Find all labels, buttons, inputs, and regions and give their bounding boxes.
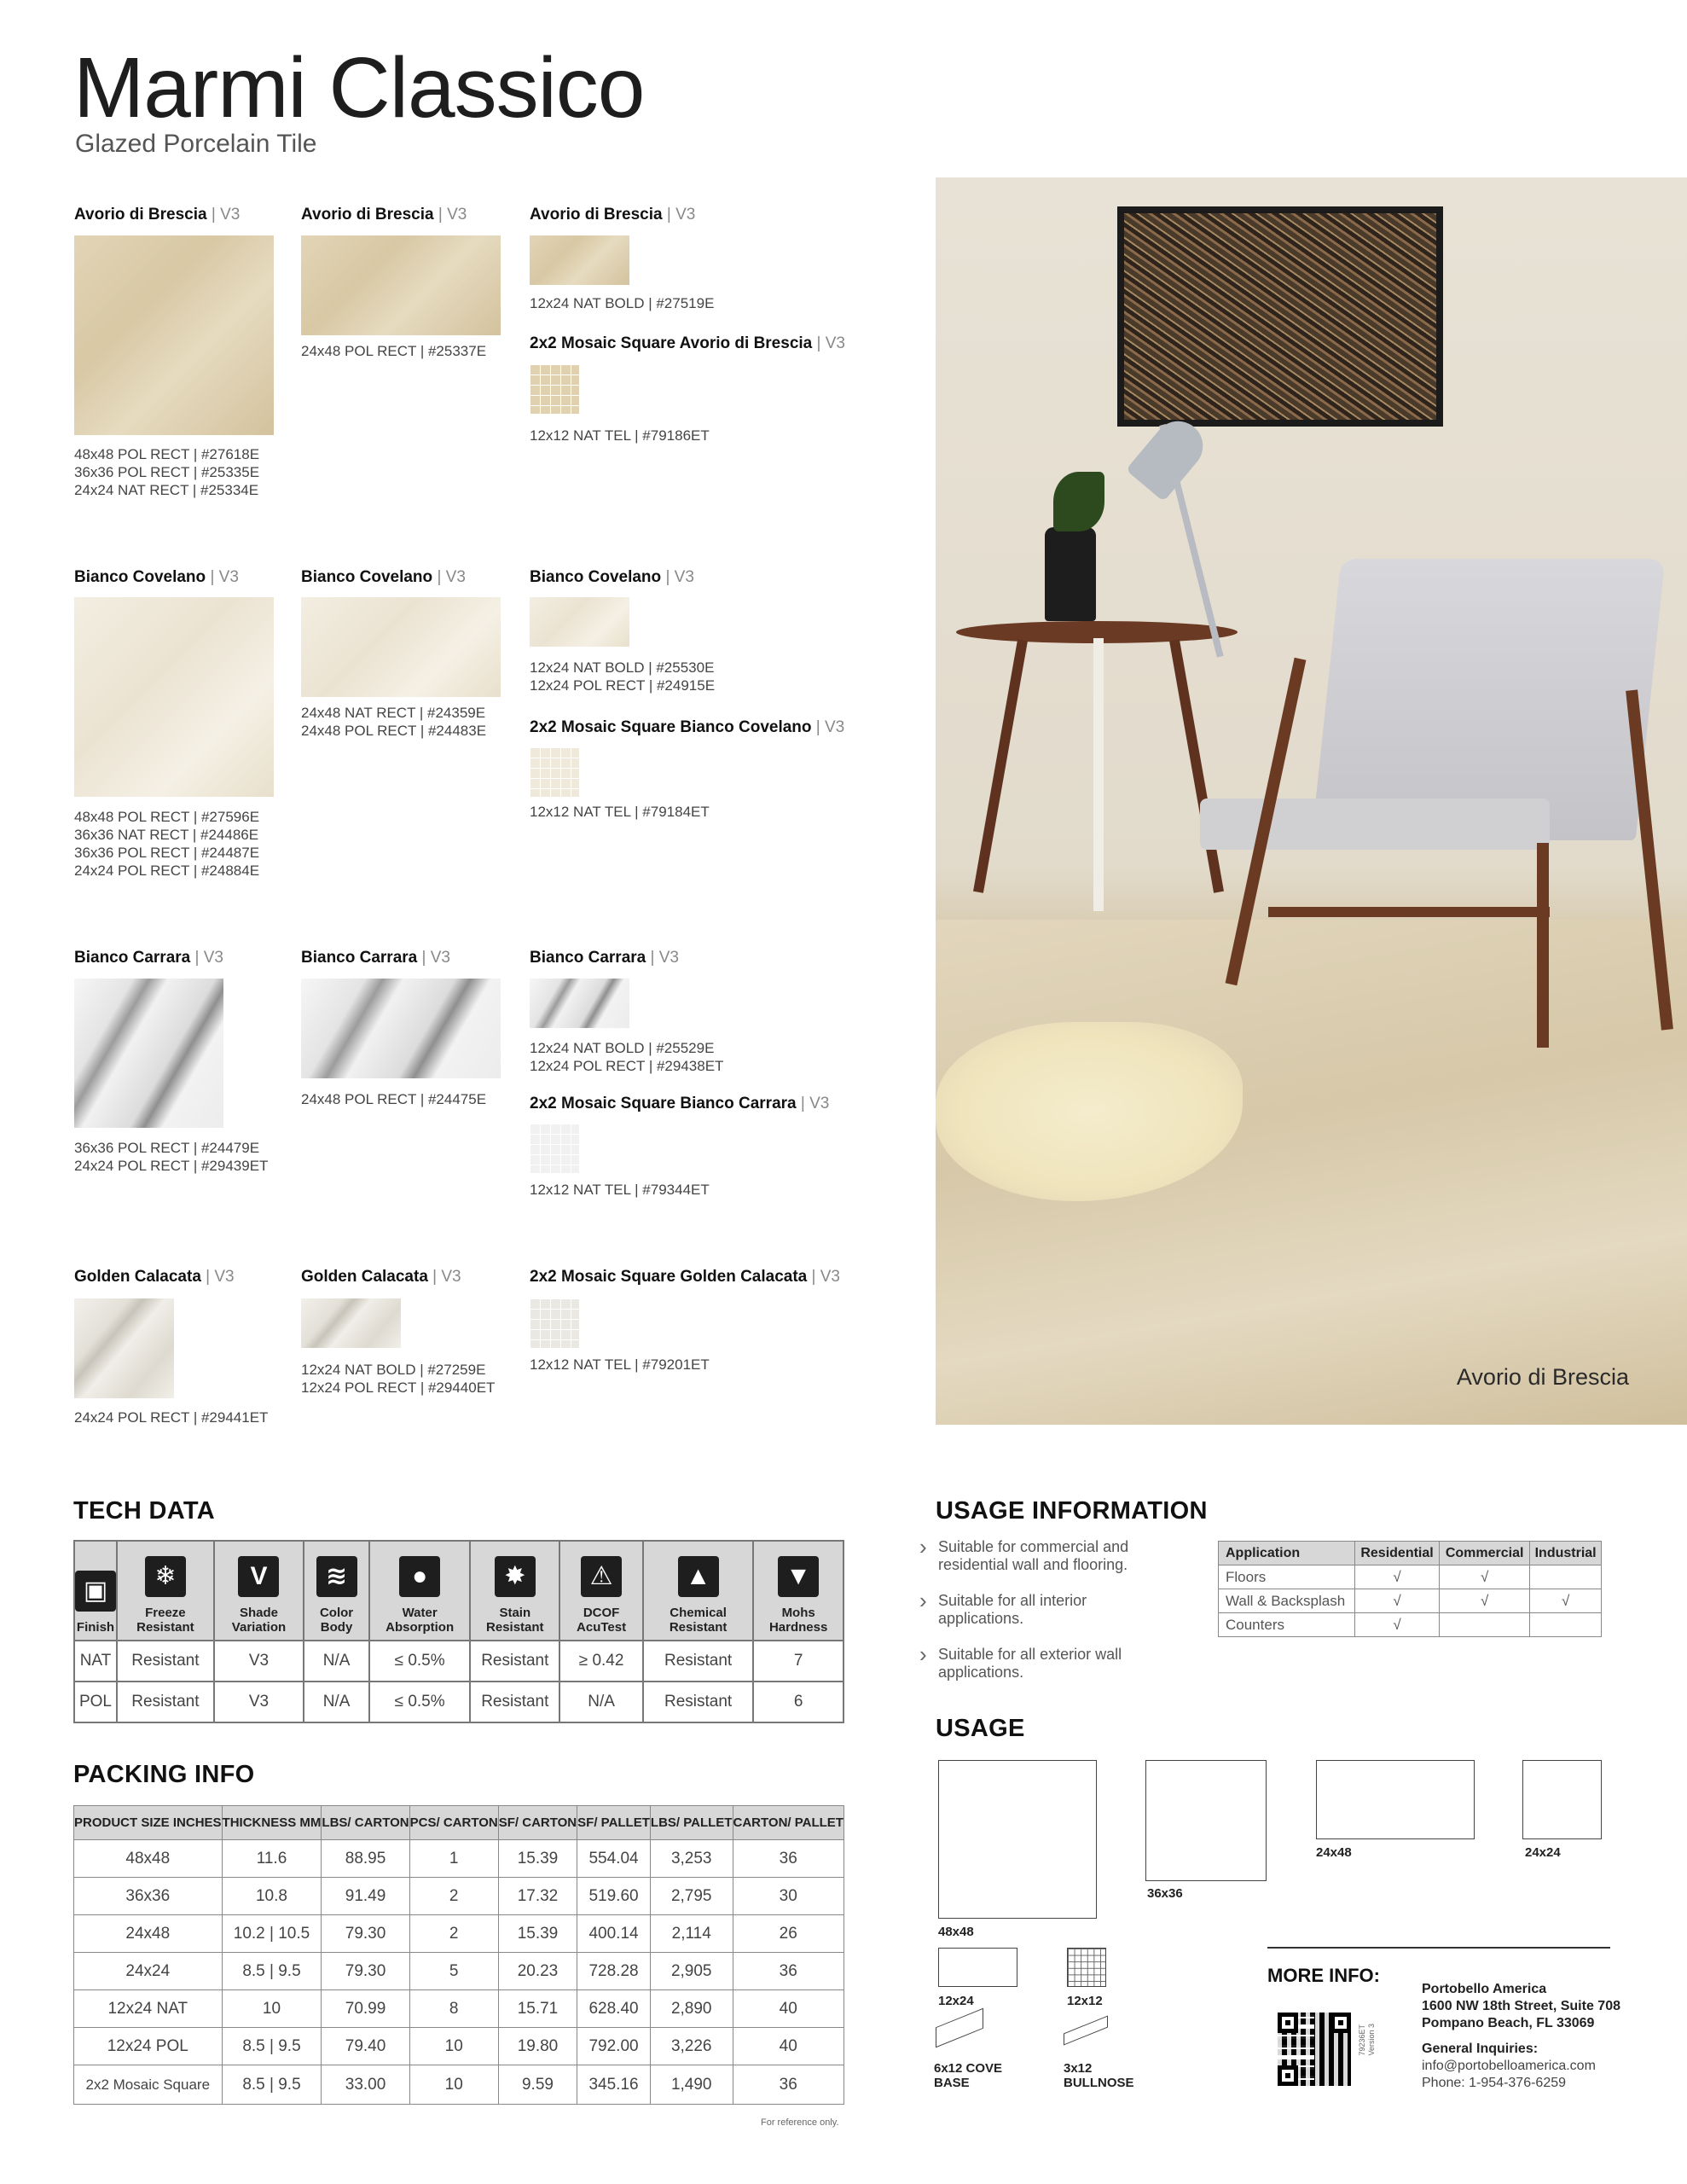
sku-list: 48x48 POL RECT | #27596E 36x36 NAT RECT | #24486E 36x36 POL RECT | #24487E 24x24 POL RECT | #24884E	[74, 809, 260, 879]
product-name: Avorio di Brescia | V3	[74, 206, 241, 224]
usage-heading: USAGE	[936, 1715, 1025, 1742]
table-cell: NAT	[74, 1641, 117, 1682]
list-item: › Suitable for all exterior wall applications.	[919, 1641, 1122, 1681]
table-cell: Resistant	[117, 1682, 214, 1722]
table-cell: Resistant	[470, 1682, 559, 1722]
usage-information-heading: USAGE INFORMATION	[936, 1497, 1208, 1525]
product-name: Bianco Covelano | V3	[74, 568, 239, 586]
table-row	[74, 1953, 844, 1990]
table-cell: 345.16	[577, 2065, 651, 2105]
tile-swatch	[74, 235, 274, 435]
table-header: Industrial	[1530, 1542, 1602, 1565]
tile-24x48-outline	[1316, 1760, 1475, 1839]
table-cell: N/A	[304, 1682, 369, 1722]
table-header: Application	[1219, 1542, 1355, 1565]
table-cell: 2,890	[650, 1990, 733, 2028]
tile-size-label: 12x12	[1067, 1994, 1103, 2008]
tile-swatch	[74, 979, 223, 1128]
tile-swatch	[530, 235, 629, 285]
tech-data-table	[73, 1540, 844, 1723]
table-row	[1219, 1613, 1602, 1637]
table-cell: 11.6	[222, 1840, 322, 1878]
table-cell: 519.60	[577, 1878, 651, 1915]
table-cell: 36	[733, 2065, 844, 2105]
table-cell: √	[1530, 1589, 1602, 1613]
table-cell: Resistant	[470, 1641, 559, 1682]
table-cell: 24x48	[74, 1915, 223, 1953]
tech-data-heading: TECH DATA	[73, 1497, 215, 1525]
version-code: 79236ET Version 3	[1358, 2024, 1376, 2056]
more-info-heading: MORE INFO:	[1267, 1965, 1380, 1986]
product-name: 2x2 Mosaic Square Bianco Carrara | V3	[530, 1095, 830, 1112]
product-name: 2x2 Mosaic Square Golden Calacata | V3	[530, 1268, 840, 1286]
product-name: Avorio di Brescia | V3	[301, 206, 467, 224]
table-cell: 792.00	[577, 2028, 651, 2065]
tile-size-label: 6x12 COVE BASE	[934, 2061, 1003, 2090]
table-cell: 36	[733, 1840, 844, 1878]
chair-frame	[1537, 843, 1549, 1048]
table-row	[74, 2028, 844, 2065]
tile-36x36-outline	[1145, 1760, 1267, 1881]
table-cell: Resistant	[117, 1641, 214, 1682]
page-title: Marmi Classico	[73, 40, 645, 136]
tile-swatch	[301, 597, 501, 697]
tile-swatch	[301, 1298, 401, 1348]
tech-header: ▼ Mohs Hardness	[753, 1541, 844, 1641]
chevron-right-icon: ›	[919, 1534, 927, 1560]
table-cell: 17.32	[498, 1878, 577, 1915]
table-cell: 40	[733, 2028, 844, 2065]
sku-list: 12x24 NAT BOLD | #25530E 12x24 POL RECT | #24915E	[530, 659, 716, 694]
table-cell: 40	[733, 1990, 844, 2028]
wall-art	[1117, 206, 1443, 427]
table-row	[1219, 1565, 1602, 1589]
table-cell: V3	[214, 1682, 304, 1722]
table-cell	[1440, 1613, 1530, 1637]
table-cell: 24x24	[74, 1953, 223, 1990]
table-cell: V3	[214, 1641, 304, 1682]
room-photo	[936, 177, 1687, 1425]
table-row	[74, 2065, 844, 2105]
sku-list: 12x24 NAT BOLD | #27259E 12x24 POL RECT | #29440ET	[301, 1362, 496, 1396]
table-cell: 3,226	[650, 2028, 733, 2065]
table-cell: 15.39	[498, 1840, 577, 1878]
tile-size-label: 3x12 BULLNOSE	[1064, 2061, 1134, 2090]
tile-size-label: 36x36	[1147, 1886, 1183, 1901]
table-cell: 2x2 Mosaic Square	[74, 2065, 223, 2105]
table-row	[1219, 1589, 1602, 1613]
table-cell: 8.5 | 9.5	[222, 1953, 322, 1990]
table-cell: 48x48	[74, 1840, 223, 1878]
sku-list: 24x48 POL RECT | #25337E	[301, 343, 487, 359]
tile-48x48-outline	[938, 1760, 1097, 1919]
table-header: CARTON/ PALLET	[733, 1806, 844, 1840]
table-cell: 10	[409, 2065, 498, 2105]
chair-frame	[1268, 907, 1550, 917]
table-header: LBS/ PALLET	[650, 1806, 733, 1840]
tech-header: ❄ Freeze Resistant	[117, 1541, 214, 1641]
table-cell: POL	[74, 1682, 117, 1722]
table-cell: 400.14	[577, 1915, 651, 1953]
tile-swatch	[530, 979, 629, 1028]
packing-info-heading: PACKING INFO	[73, 1761, 255, 1788]
bullnose-icon	[1064, 2015, 1108, 2045]
usage-list	[919, 1534, 1175, 1699]
table-cell: 2,114	[650, 1915, 733, 1953]
contact-info: General Inquiries: info@portobelloamerica.com Phone: 1-954-376-6259	[1422, 2042, 1596, 2090]
company-address: Portobello America 1600 NW 18th Street, Suite 708 Pompano Beach, FL 33069	[1422, 1982, 1620, 2030]
table-cell: 8	[409, 1990, 498, 2028]
sku-list: 36x36 POL RECT | #24479E 24x24 POL RECT | #29439ET	[74, 1140, 269, 1174]
table-row	[74, 1990, 844, 2028]
divider	[1267, 1947, 1610, 1949]
tile-size-label: 12x24	[938, 1994, 974, 2008]
table-leg	[1093, 638, 1104, 911]
product-name: Bianco Carrara | V3	[530, 949, 679, 967]
product-name: 2x2 Mosaic Square Avorio di Brescia | V3	[530, 334, 845, 352]
water-drop-icon: ●	[399, 1556, 440, 1597]
table-cell: N/A	[559, 1682, 643, 1722]
tech-header: ⚠ DCOF AcuTest	[559, 1541, 643, 1641]
table-row	[74, 1840, 844, 1878]
table-cell: 2,905	[650, 1953, 733, 1990]
qr-code-icon[interactable]	[1278, 2013, 1351, 2086]
table-leg	[1169, 639, 1224, 893]
table-cell: Floors	[1219, 1565, 1355, 1589]
table-row	[74, 1641, 844, 1682]
table-cell: √	[1440, 1565, 1530, 1589]
sku-list: 12x12 NAT TEL | #79186ET	[530, 427, 710, 444]
photo-caption: Avorio di Brescia	[1456, 1364, 1629, 1390]
snowflake-icon: ❄	[145, 1556, 186, 1597]
list-item: › Suitable for all interior applications.	[919, 1588, 1087, 1627]
sku-list: 12x12 NAT TEL | #79344ET	[530, 1182, 710, 1198]
table-header: SF/ CARTON	[498, 1806, 577, 1840]
table-cell: Resistant	[643, 1641, 753, 1682]
chair-seat	[1200, 799, 1550, 850]
mosaic-swatch	[530, 364, 579, 414]
tech-header: ▲ Chemical Resistant	[643, 1541, 753, 1641]
mosaic-swatch	[530, 1298, 579, 1348]
sku-list: 24x48 POL RECT | #24475E	[301, 1091, 487, 1107]
table-header: SF/ PALLET	[577, 1806, 651, 1840]
tile-12x24-outline	[938, 1948, 1017, 1987]
table-cell: 2,795	[650, 1878, 733, 1915]
table-cell: Resistant	[643, 1682, 753, 1722]
phone-number: Phone: 1-954-376-6259	[1422, 2076, 1567, 2090]
tile-size-label: 48x48	[938, 1925, 974, 1939]
table-cell: 628.40	[577, 1990, 651, 2028]
table-cell: 3,253	[650, 1840, 733, 1878]
tile-size-label: 24x48	[1316, 1845, 1352, 1860]
packing-info-table	[73, 1805, 844, 2105]
cove-base-icon	[936, 2008, 983, 2048]
email-link[interactable]: info@portobelloamerica.com	[1422, 2059, 1596, 2073]
table-cell: 5	[409, 1953, 498, 1990]
table-cell: 7	[753, 1641, 844, 1682]
tile-swatch	[301, 979, 501, 1078]
table-cell	[1530, 1613, 1602, 1637]
table-cell: 1	[409, 1840, 498, 1878]
table-cell: 8.5 | 9.5	[222, 2065, 322, 2105]
table-cell: 36x36	[74, 1878, 223, 1915]
chemical-flask-icon: ▲	[678, 1556, 719, 1597]
table-cell: N/A	[304, 1641, 369, 1682]
table-cell: 15.39	[498, 1915, 577, 1953]
table-cell: 1,490	[650, 2065, 733, 2105]
table-cell: 30	[733, 1878, 844, 1915]
table-cell: ≥ 0.42	[559, 1641, 643, 1682]
table-header: THICKNESS MM	[222, 1806, 322, 1840]
table-cell: 20.23	[498, 1953, 577, 1990]
sku-list: 24x24 POL RECT | #29441ET	[74, 1409, 269, 1426]
table-cell: Wall & Backsplash	[1219, 1589, 1355, 1613]
table-cell: 15.71	[498, 1990, 577, 2028]
sku-list: 12x12 NAT TEL | #79184ET	[530, 804, 710, 820]
mosaic-swatch	[530, 747, 579, 797]
table-row	[74, 1915, 844, 1953]
tile-swatch	[301, 235, 501, 335]
table-header: Commercial	[1440, 1542, 1530, 1565]
tech-header: ≋ Color Body	[304, 1541, 369, 1641]
table-leg	[973, 639, 1028, 893]
plant-leaf	[1053, 472, 1104, 531]
table-cell: 79.30	[322, 1953, 409, 1990]
table-cell: 6	[753, 1682, 844, 1722]
tile-swatch	[74, 597, 274, 797]
table-cell: 79.40	[322, 2028, 409, 2065]
tech-header: ● Water Absorption	[369, 1541, 470, 1641]
sku-list: 24x48 NAT RECT | #24359E 24x48 POL RECT | #24483E	[301, 705, 487, 739]
product-name: Golden Calacata | V3	[301, 1268, 461, 1286]
table-header: PCS/ CARTON	[409, 1806, 498, 1840]
table-cell: 10	[409, 2028, 498, 2065]
sku-list: 12x12 NAT TEL | #79201ET	[530, 1356, 710, 1373]
table-cell: 2	[409, 1915, 498, 1953]
reference-footnote: For reference only.	[761, 2117, 839, 2128]
table-cell: 79.30	[322, 1915, 409, 1953]
tech-header: ▣ Finish	[74, 1541, 117, 1641]
tile-24x24-outline	[1522, 1760, 1602, 1839]
list-item: › Suitable for commercial and residential wall and flooring.	[919, 1534, 1129, 1573]
tech-header: V Shade Variation	[214, 1541, 304, 1641]
product-name: Golden Calacata | V3	[74, 1268, 235, 1286]
mosaic-swatch	[530, 1124, 579, 1173]
tile-12x12-mosaic-outline	[1067, 1948, 1106, 1987]
table-cell	[1530, 1565, 1602, 1589]
product-name: Avorio di Brescia | V3	[530, 206, 696, 224]
tile-size-label: 24x24	[1525, 1845, 1561, 1860]
table-cell: √	[1355, 1565, 1440, 1589]
sku-list: 48x48 POL RECT | #27618E 36x36 POL RECT | #25335E 24x24 NAT RECT | #25334E	[74, 446, 260, 498]
table-cell: 10	[222, 1990, 322, 2028]
product-name: 2x2 Mosaic Square Bianco Covelano | V3	[530, 718, 845, 736]
table-header: LBS/ CARTON	[322, 1806, 409, 1840]
table-cell: Counters	[1219, 1613, 1355, 1637]
mohs-hardness-icon: ▼	[778, 1556, 819, 1597]
table-cell: 36	[733, 1953, 844, 1990]
table-cell: 9.59	[498, 2065, 577, 2105]
product-name: Bianco Covelano | V3	[301, 568, 466, 586]
table-cell: 10.8	[222, 1878, 322, 1915]
table-cell: 33.00	[322, 2065, 409, 2105]
product-name: Bianco Carrara | V3	[74, 949, 223, 967]
stain-icon: ✸	[495, 1556, 536, 1597]
table-cell: √	[1440, 1589, 1530, 1613]
table-cell: 554.04	[577, 1840, 651, 1878]
chevron-right-icon: ›	[919, 1588, 927, 1613]
color-body-icon: ≋	[316, 1556, 357, 1597]
table-cell: 12x24 NAT	[74, 1990, 223, 2028]
page-subtitle: Glazed Porcelain Tile	[75, 130, 317, 158]
chevron-right-icon: ›	[919, 1641, 927, 1667]
sku-list: 12x24 NAT BOLD | #25529E 12x24 POL RECT | #29438ET	[530, 1040, 724, 1074]
table-header: PRODUCT SIZE INCHES	[74, 1806, 223, 1840]
table-cell: 8.5 | 9.5	[222, 2028, 322, 2065]
finish-icon: ▣	[75, 1571, 116, 1612]
sku-list: 12x24 NAT BOLD | #27519E	[530, 295, 715, 311]
tile-swatch	[74, 1298, 174, 1398]
table-cell: 10.2 | 10.5	[222, 1915, 322, 1953]
tile-swatch	[530, 597, 629, 647]
table-cell: √	[1355, 1589, 1440, 1613]
table-cell: 26	[733, 1915, 844, 1953]
table-cell: 2	[409, 1878, 498, 1915]
table-cell: 70.99	[322, 1990, 409, 2028]
table-cell: 19.80	[498, 2028, 577, 2065]
slip-icon: ⚠	[581, 1556, 622, 1597]
table-cell: √	[1355, 1613, 1440, 1637]
tech-header: ✸ Stain Resistant	[470, 1541, 559, 1641]
application-table	[1218, 1541, 1602, 1637]
table-cell: 728.28	[577, 1953, 651, 1990]
table-row	[74, 1878, 844, 1915]
product-name: Bianco Carrara | V3	[301, 949, 450, 967]
table-header: Residential	[1355, 1542, 1440, 1565]
table-cell: 91.49	[322, 1878, 409, 1915]
product-name: Bianco Covelano | V3	[530, 568, 694, 586]
shade-variation-icon: V	[238, 1556, 279, 1597]
table-cell: ≤ 0.5%	[369, 1641, 470, 1682]
table-row	[74, 1682, 844, 1722]
table-cell: 12x24 POL	[74, 2028, 223, 2065]
table-cell: ≤ 0.5%	[369, 1682, 470, 1722]
table-cell: 88.95	[322, 1840, 409, 1878]
plant-pot	[1045, 527, 1096, 621]
